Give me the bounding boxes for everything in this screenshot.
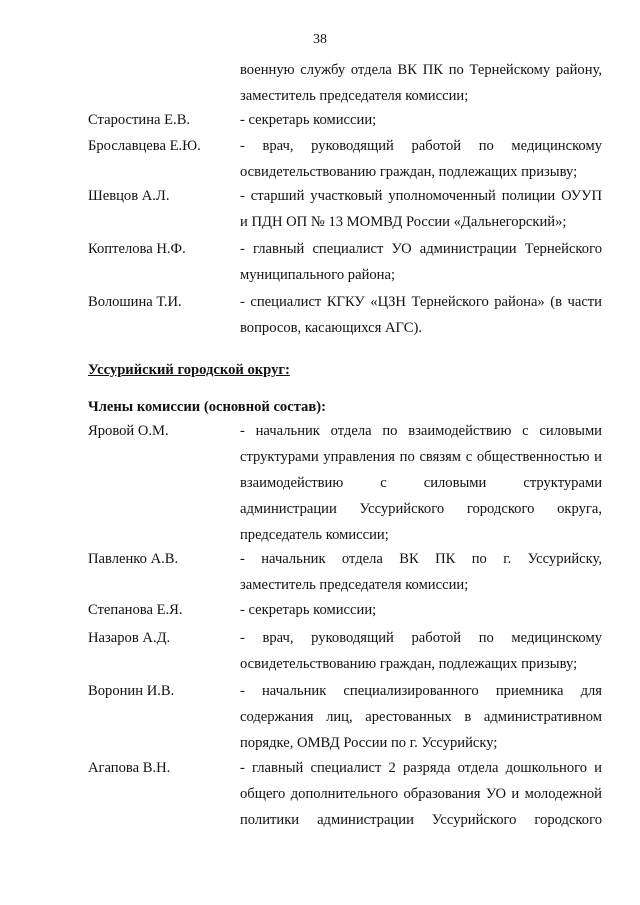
member-name: Коптелова Н.Ф. xyxy=(88,241,186,257)
member-role xyxy=(240,418,602,548)
description-line: - врач, руководящий работой по медицинскому xyxy=(240,630,602,646)
member-role xyxy=(240,183,602,235)
members-heading: Члены комиссии (основной состав): xyxy=(88,399,326,415)
description-line: - начальник отдела по взаимодействию с силовыми xyxy=(240,423,602,439)
member-name: Воронин И.В. xyxy=(88,683,175,699)
page-number: 38 xyxy=(313,32,327,47)
description-line: - старший участковый уполномоченный полиции ОУУП xyxy=(240,188,602,204)
description-line: взаимодействию с силовыми структурами xyxy=(240,475,602,491)
description-line: председатель комиссии; xyxy=(240,527,389,543)
member-name: Степанова Е.Я. xyxy=(88,602,183,618)
member-name: Яровой О.М. xyxy=(88,423,169,439)
description-line: - секретарь комиссии; xyxy=(240,112,377,128)
description-line: вопросов, касающихся АГС). xyxy=(240,320,422,336)
member-role xyxy=(240,107,602,133)
member-role xyxy=(240,625,602,677)
description-line: освидетельствованию граждан, подлежащих призыву; xyxy=(240,656,578,672)
description-line: - специалист КГКУ «ЦЗН Тернейского района» (в части xyxy=(240,294,602,310)
description-line: содержания лиц, арестованных в административном xyxy=(240,709,602,725)
description-line: и ПДН ОП № 13 МОМВД России «Дальнегорский»; xyxy=(240,214,567,230)
description-line: - начальник специализированного приемника для xyxy=(240,683,602,699)
description-line: заместитель председателя комиссии; xyxy=(240,88,469,104)
description-line: - главный специалист 2 разряда отдела дошкольного и xyxy=(240,760,602,776)
member-role xyxy=(240,678,602,756)
member-name: Старостина Е.В. xyxy=(88,112,191,128)
member-name: Назаров А.Д. xyxy=(88,630,171,646)
member-role xyxy=(240,546,602,598)
member-name: Брославцева Е.Ю. xyxy=(88,138,201,154)
description-line: - главный специалист УО администрации Тернейского xyxy=(240,241,602,257)
description-line: - секретарь комиссии; xyxy=(240,602,377,618)
description-line: общего дополнительного образования УО и молодежной xyxy=(240,786,602,802)
member-role xyxy=(240,289,602,341)
description-line: освидетельствованию граждан, подлежащих призыву; xyxy=(240,164,578,180)
entry-description xyxy=(240,57,602,109)
description-line: администрации Уссурийского городского округа, xyxy=(240,501,602,517)
description-line: муниципального района; xyxy=(240,267,396,283)
description-line: заместитель председателя комиссии; xyxy=(240,577,469,593)
member-role xyxy=(240,597,602,623)
member-role xyxy=(240,133,602,185)
description-line: военную службу отдела ВК ПК по Тернейскому району, xyxy=(240,62,602,78)
description-line: политики администрации Уссурийского городского xyxy=(240,812,602,828)
member-name: Павленко А.В. xyxy=(88,551,179,567)
member-name: Шевцов А.Л. xyxy=(88,188,170,204)
description-line: структурами управления по связям с общественностью и xyxy=(240,449,602,465)
member-role xyxy=(240,236,602,288)
description-line: - начальник отдела ВК ПК по г. Уссурийску, xyxy=(240,551,602,567)
member-name: Агапова В.Н. xyxy=(88,760,171,776)
section-title: Уссурийский городской округ: xyxy=(88,362,290,378)
description-line: - врач, руководящий работой по медицинскому xyxy=(240,138,602,154)
member-role xyxy=(240,755,602,833)
description-line: порядке, ОМВД России по г. Уссурийску; xyxy=(240,735,498,751)
member-name: Волошина Т.И. xyxy=(88,294,182,310)
